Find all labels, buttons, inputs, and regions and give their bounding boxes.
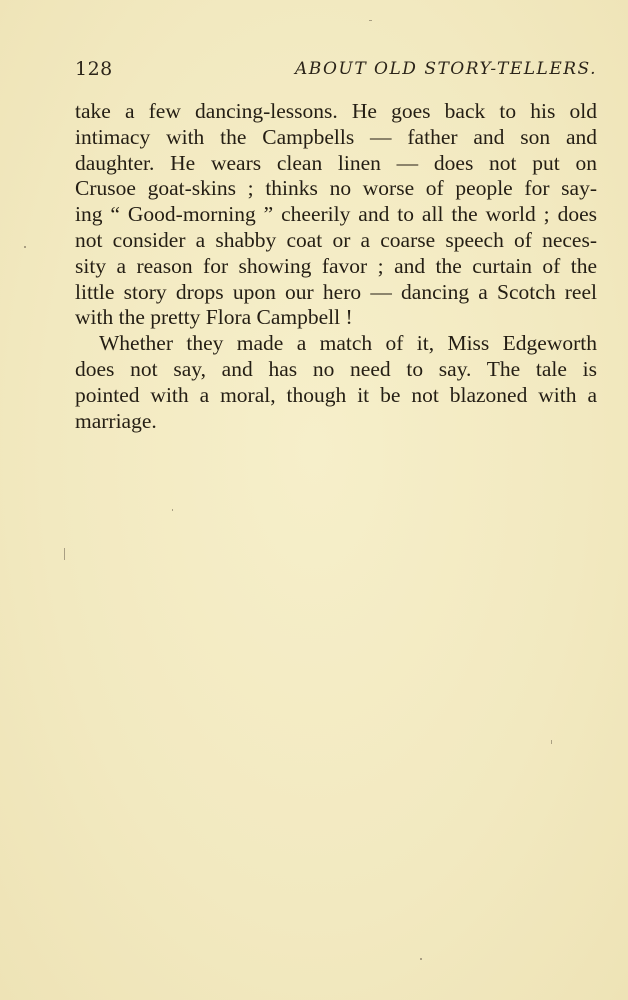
- text-line: take a few dancing-lessons. He goes back to his old: [75, 99, 597, 123]
- paper-speck: [172, 509, 173, 511]
- running-title: ABOUT OLD STORY-TELLERS.: [294, 59, 597, 79]
- text-line: does not say, and has no need to say. The tale is: [75, 356, 597, 381]
- text-line: little story drops upon our hero — dancing a Scotch reel: [75, 279, 597, 304]
- text-line: Whether they made a match of it, Miss Edgeworth: [99, 331, 597, 356]
- paper-speck: [420, 958, 422, 960]
- text-line: pointed with a moral, though it be not blazoned with a: [75, 382, 597, 407]
- page-number: 128: [75, 58, 113, 80]
- text-line: ing “ Good-morning ” cheerily and to all the world ; does: [75, 202, 597, 227]
- paper-speck: [369, 20, 372, 21]
- paper-speck: [24, 246, 26, 248]
- text-line: marriage.: [75, 408, 157, 433]
- text-line: not consider a shabby coat or a coarse speech of neces-: [75, 227, 597, 252]
- text-line: Crusoe goat-skins ; thinks no worse of people for say-: [75, 176, 597, 201]
- paper-speck: [551, 740, 552, 744]
- text-line: intimacy with the Campbells — father and son and: [75, 124, 597, 149]
- paper-speck: [64, 548, 65, 560]
- text-line: sity a reason for showing favor ; and the curtain of the: [75, 253, 597, 278]
- body-text: [75, 99, 597, 434]
- paragraph-2: [75, 331, 597, 434]
- paragraph-1: [75, 99, 597, 331]
- text-line: with the pretty Flora Campbell !: [75, 305, 353, 330]
- page-header: [75, 58, 597, 86]
- text-line: daughter. He wears clean linen — does not put on: [75, 150, 597, 175]
